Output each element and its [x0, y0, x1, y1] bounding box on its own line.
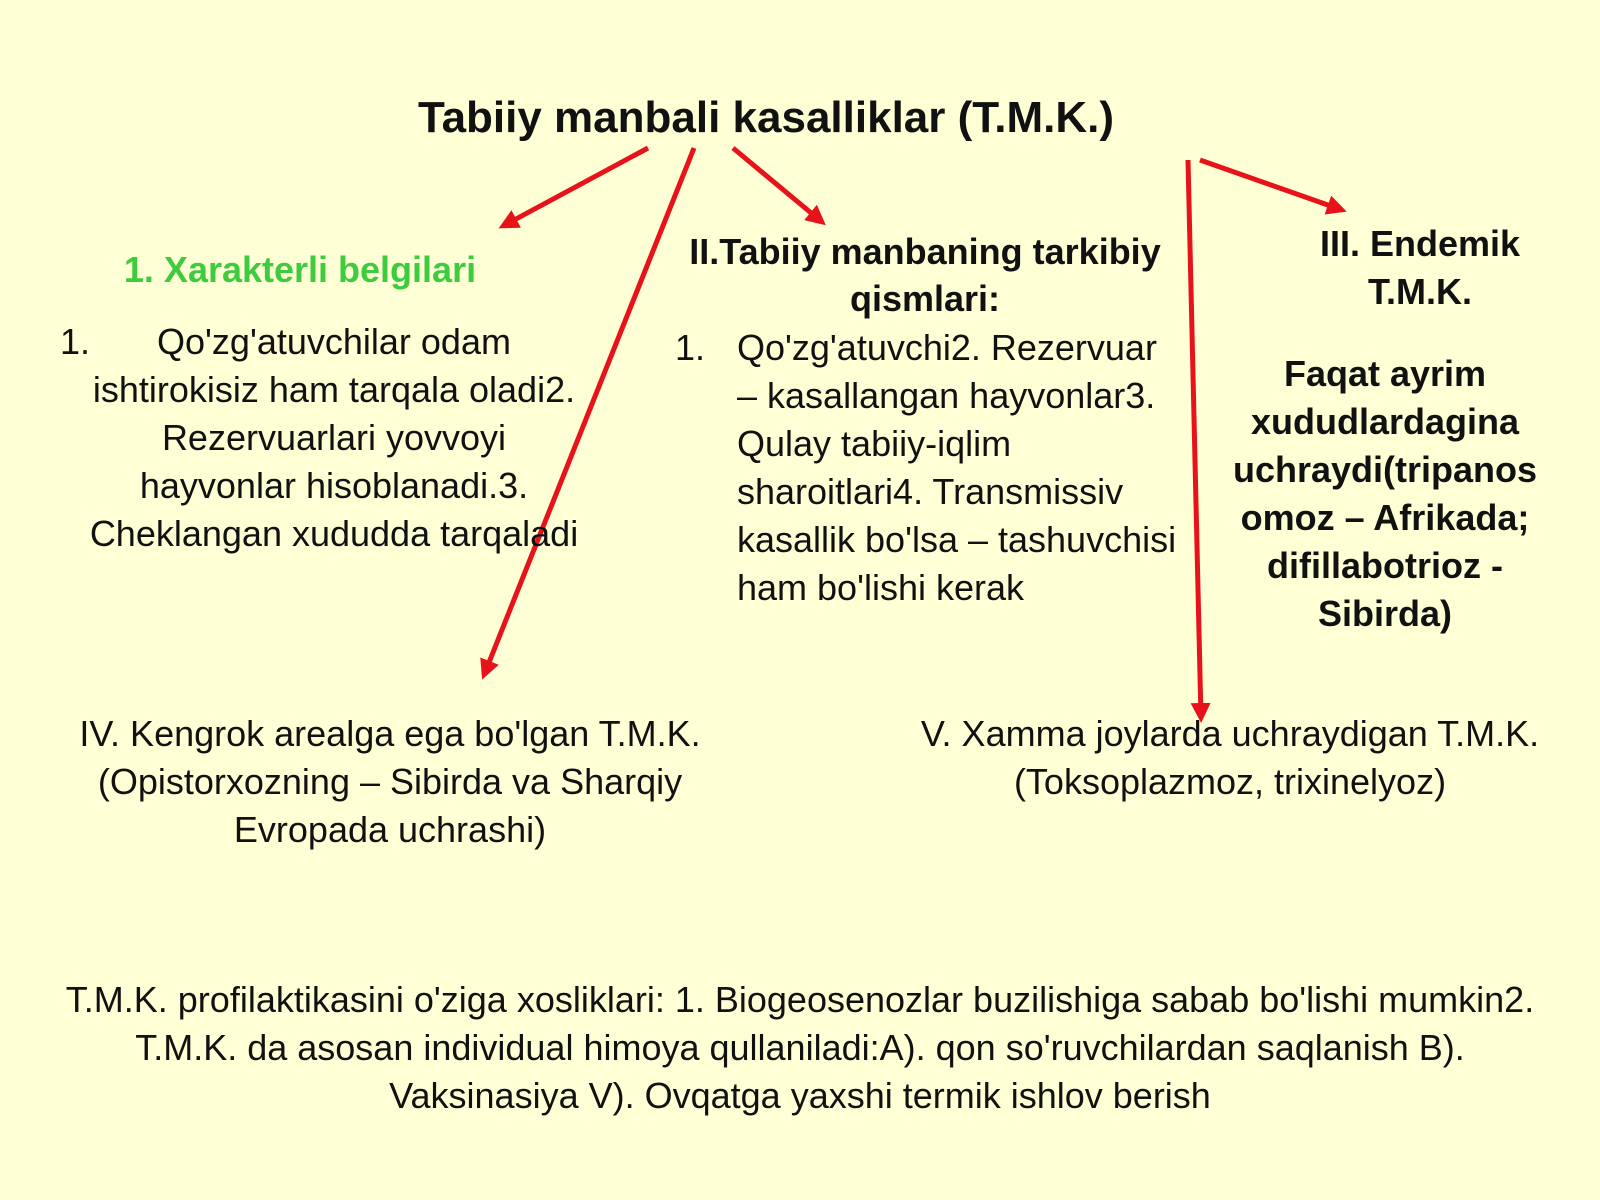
section2-item-text: Qo'zg'atuvchi2. Rezervuar – kasallangan hayvonlar3. Qulay tabiiy-iqlim sharoitlari4. Transmissiv kasallik bo'lsa – tashuvchisi ham bo'lishi kerak	[737, 327, 1177, 608]
diagram-title: Tabiiy manbali kasalliklar (T.M.K.)	[417, 93, 1115, 142]
section1-item-number: 1.	[60, 321, 91, 362]
section4-text: IV. Kengrok arealga ega bo'lgan T.M.K.(Opistorxozning – Sibirda va Sharqiy Evropada uchrashi)	[79, 713, 701, 850]
arrow-to-section1	[503, 148, 648, 226]
section2-item-number: 1.	[675, 327, 706, 368]
section3-heading: III. Endemik T.M.K.	[1319, 223, 1521, 312]
section2-list	[675, 324, 1195, 612]
section5-text: V. Xamma joylarda uchraydigan T.M.K.(Toksoplazmoz, trixinelyoz)	[920, 713, 1540, 802]
arrow-to-section3	[1200, 160, 1342, 210]
section1-item-text: Qo'zg'atuvchilar odam ishtirokisiz ham tarqala oladi2. Rezervuarlari yovvoyi hayvonlar hisoblanadi.3. Cheklangan xududda tarqaladi	[89, 321, 579, 554]
arrow-to-section2	[733, 148, 822, 222]
section3-body: Faqat ayrim xududlardagina uchraydi(tripanos omoz – Afrikada; difillabotrioz - Sibirda)	[1232, 353, 1538, 634]
section1-heading: 1. Xarakterli belgilari	[123, 249, 477, 290]
section1-list	[60, 318, 580, 558]
footer-text: T.M.K. profilaktikasini o'ziga xosliklari: 1. Biogeosenozlar buzilishiga sabab bo'lishi mumkin2. T.M.K. da asosan individual himoya qullaniladi:A). qon so'ruvchilardan saqlanish B). Vaksinasiya V). Ovqatga yaxshi termik ishlov berish	[65, 979, 1535, 1116]
section2-heading: II.Tabiiy manbaning tarkibiy qismlari:	[689, 231, 1161, 319]
